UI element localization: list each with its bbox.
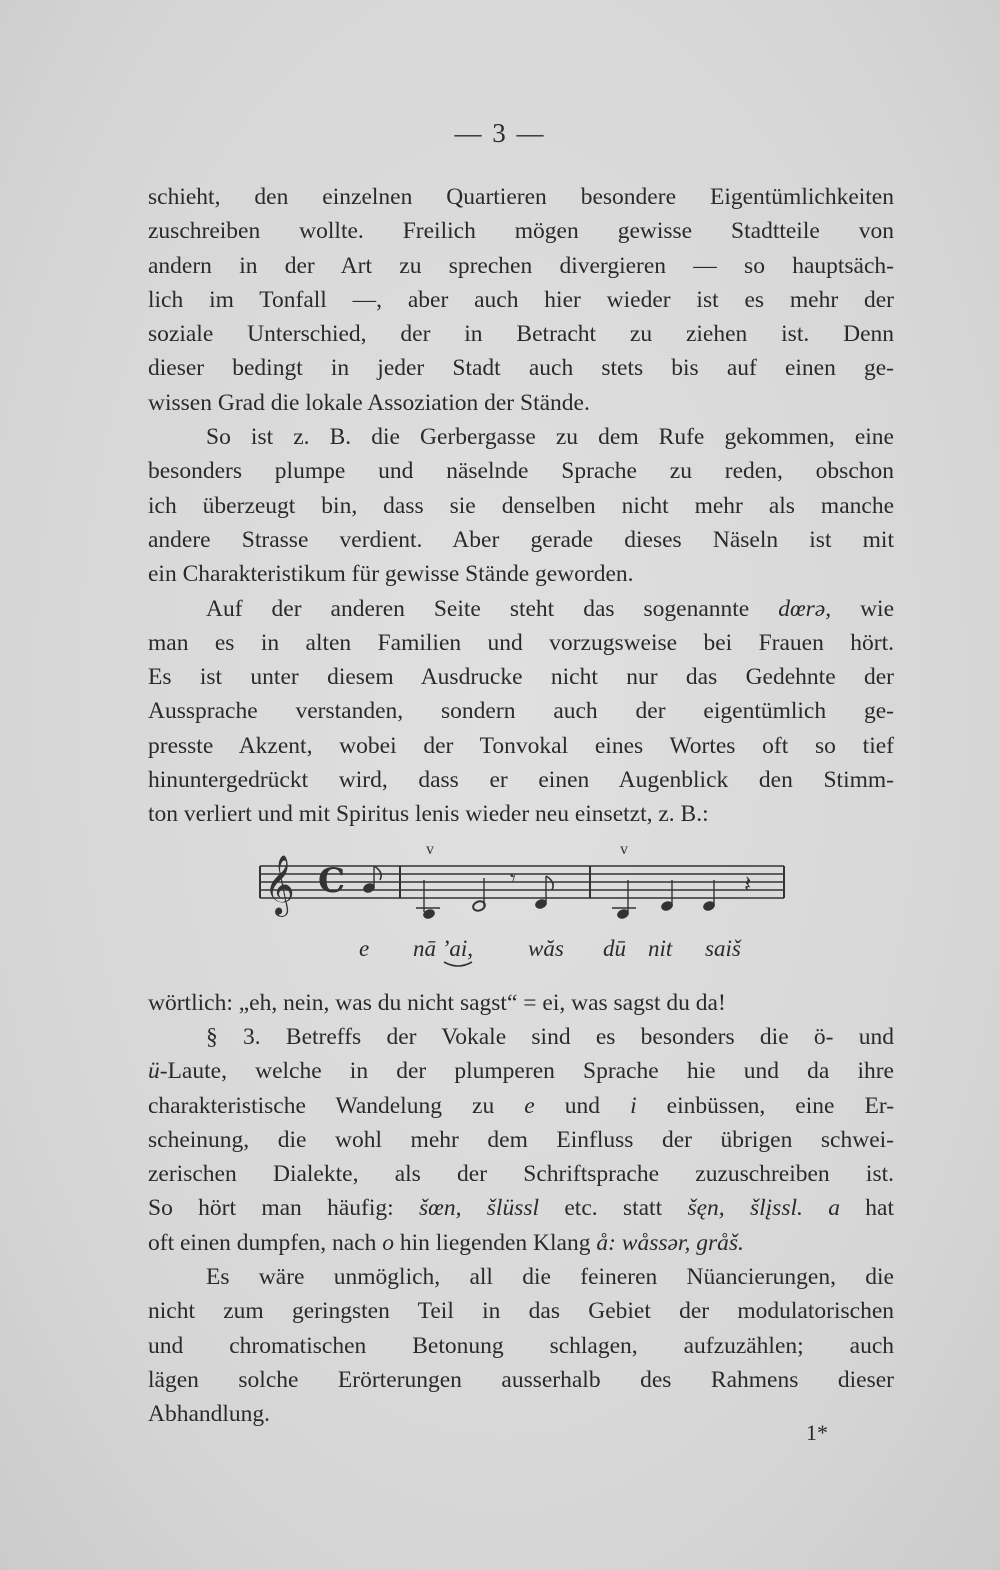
lyric-syllable: wăs	[528, 935, 564, 961]
text-line: Aussprache verstanden, sondern auch der eigentümlich ge-	[148, 698, 894, 725]
text-line: soziale Unterschied, der in Betracht zu ziehen ist. Denn	[148, 321, 894, 348]
page-number-header: — 3 —	[454, 118, 546, 148]
example-word: šœn, šlüssl	[419, 1195, 540, 1222]
text-line: Es wäre unmöglich, all die feineren Nüancierungen, die	[206, 1264, 894, 1291]
example-letter: å:	[596, 1229, 616, 1256]
text-span: -Laute, welche in der plumperen Sprache hie und da ihre	[159, 1058, 894, 1085]
text-span: etc. statt	[564, 1195, 663, 1222]
text-line: zerischen Dialekte, als der Schriftsprache zuzuschreiben ist.	[148, 1161, 894, 1188]
text-line	[148, 1089, 894, 1123]
text-line: und chromatischen Betonung schlagen, aufzuzählen; auch	[148, 1332, 894, 1359]
example-word: wåssər, gråš.	[621, 1229, 744, 1256]
example-letter: a	[828, 1195, 840, 1222]
text-line: nicht zum geringsten Teil in das Gebiet der modulatorischen	[148, 1298, 894, 1325]
accent-mark: v	[426, 840, 434, 858]
text-line: lich im Tonfall —, aber auch hier wieder ist es mehr der	[148, 286, 894, 313]
text-span: wie	[860, 595, 894, 622]
music-staff	[148, 836, 894, 986]
text-line: man es in alten Familien und vorzugsweise bei Frauen hört.	[148, 629, 894, 656]
example-word: dœrə,	[778, 595, 832, 622]
text-line	[148, 1191, 894, 1225]
text-span: hin liegenden Klang	[399, 1229, 591, 1256]
treble-clef-icon: 𝄞	[264, 854, 295, 915]
text-line: Es ist unter diesem Ausdrucke nicht nur das Gedehnte der	[148, 664, 894, 691]
common-time-icon: C	[318, 860, 346, 901]
text-line: scheinung, die wohl mehr dem Einfluss der übrigen schwei-	[148, 1126, 894, 1153]
text-line: wissen Grad die lokale Assoziation der Stände.	[148, 389, 590, 416]
text-span: So hört man häufig:	[148, 1195, 394, 1222]
text-line: dieser bedingt in jeder Stadt auch stets bis auf einen ge-	[148, 355, 894, 382]
music-notation	[148, 836, 894, 986]
eighth-rest-icon: 𝄾	[510, 866, 516, 892]
text-line	[148, 592, 894, 626]
example-letter: e	[524, 1092, 535, 1119]
example-word: šęn, šlįssl.	[687, 1195, 803, 1222]
text-span: einbüssen, eine Er-	[666, 1092, 895, 1119]
text-line: hinuntergedrückt wird, dass er einen Augenblick den Stimm-	[148, 767, 894, 794]
quarter-rest-icon: 𝄽	[744, 869, 752, 898]
text-line: Abhandlung.	[148, 1401, 271, 1428]
text-line: wörtlich: „eh, nein, was du nicht sagst“ = ei, was sagst du da!	[148, 989, 726, 1016]
lyric-syllable: nā ’ai,	[413, 935, 474, 961]
text-line: ich überzeugt bin, dass sie denselben nicht mehr als manche	[148, 492, 894, 519]
signature-mark: 1*	[806, 1420, 828, 1445]
lyric-syllable: saiš	[705, 935, 741, 961]
lyric-syllable: e	[359, 935, 370, 961]
lyric-syllable: nit	[648, 935, 673, 961]
text-line: zuschreiben wollte. Freilich mögen gewisse Stadtteile von	[148, 218, 894, 245]
text-span: und	[564, 1092, 601, 1119]
text-line: andere Strasse verdient. Aber gerade dieses Näseln ist mit	[148, 526, 894, 553]
text-line: besonders plumpe und näselnde Sprache zu reden, obschon	[148, 458, 894, 485]
text-line: § 3. Betreffs der Vokale sind es besonders die ö- und	[206, 1023, 894, 1050]
text-line: andern in der Art zu sprechen divergieren — so hauptsäch-	[148, 252, 894, 279]
example-letter: ü	[148, 1058, 160, 1085]
text-span: Auf der anderen Seite steht das sogenannte	[206, 595, 750, 622]
text-line: So ist z. B. die Gerbergasse zu dem Rufe gekommen, eine	[206, 424, 894, 451]
text-line: ton verliert und mit Spiritus lenis wieder neu einsetzt, z. B.:	[148, 801, 709, 828]
example-letter: o	[382, 1229, 395, 1256]
text-line: schieht, den einzelnen Quartieren besondere Eigentümlichkeiten	[148, 184, 894, 210]
accent-mark: v	[620, 840, 628, 858]
text-span: oft einen dumpfen, nach	[148, 1229, 377, 1256]
body-text	[148, 180, 894, 1432]
example-letter: i	[630, 1092, 637, 1119]
text-line: ein Charakteristikum für gewisse Stände geworden.	[148, 561, 634, 588]
text-line: lägen solche Erörterungen ausserhalb des Rahmens dieser	[148, 1366, 894, 1393]
text-line	[148, 1054, 894, 1088]
text-span: hat	[865, 1195, 895, 1222]
lyric-syllable: dū	[603, 935, 626, 961]
text-span: charakteristische Wandelung zu	[148, 1092, 495, 1119]
text-line: presste Akzent, wobei der Tonvokal eines Wortes oft so tief	[148, 732, 894, 759]
text-line	[148, 1226, 894, 1260]
